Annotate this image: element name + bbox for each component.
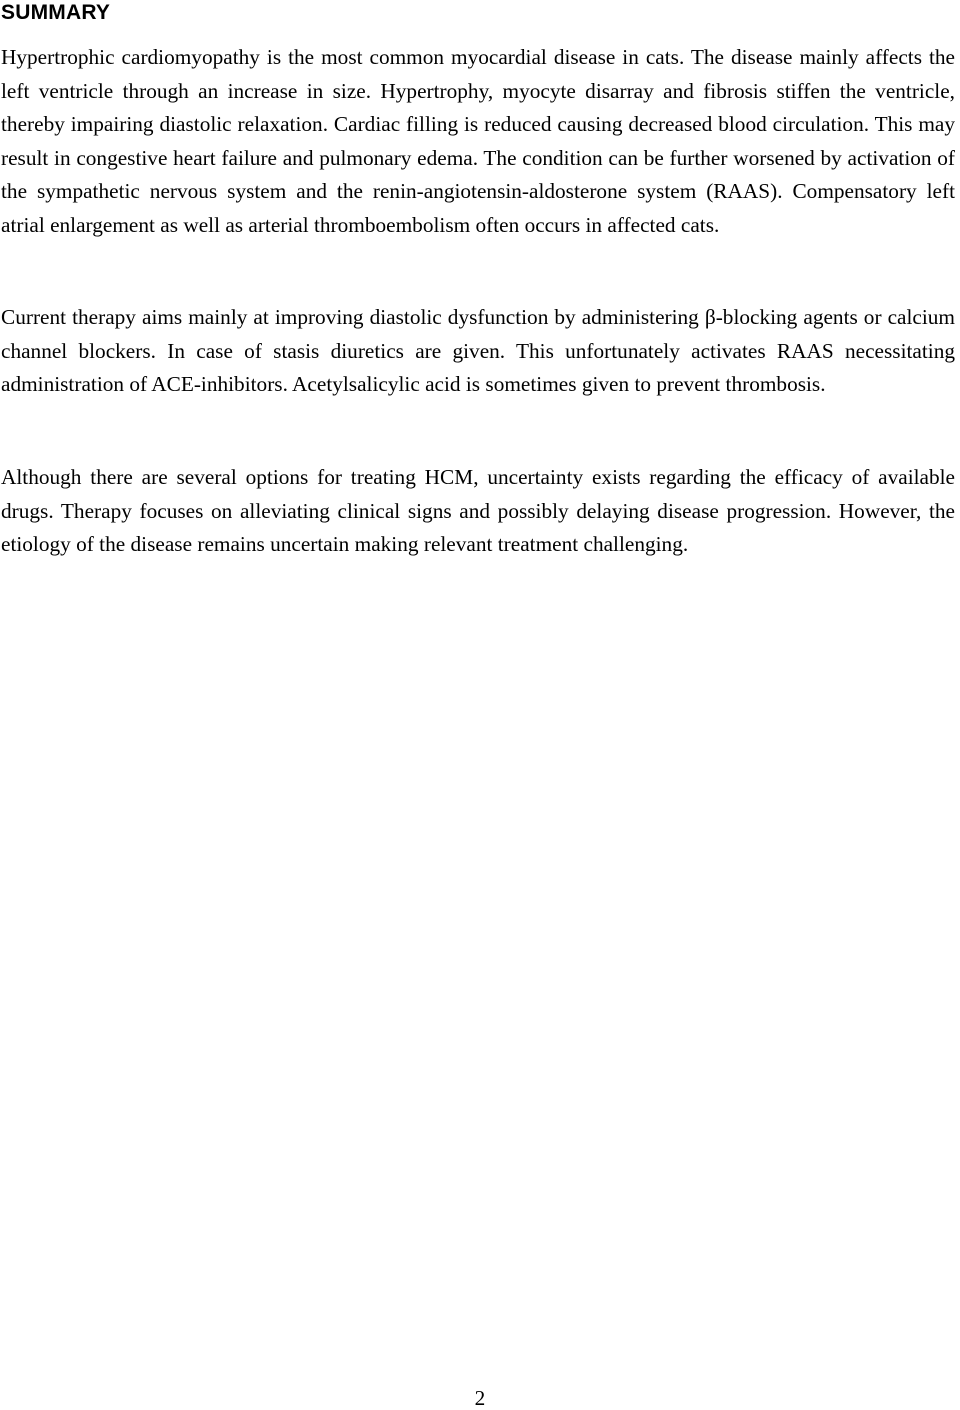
summary-paragraph-1: Hypertrophic cardiomyopathy is the most common myocardial disease in cats. The disease mainly affects the left ventricle through an increase in size. Hypertrophy, myocyte disarray and fibrosis stiffen the ventricle, thereby impairing diastolic relaxation. Cardiac filling is reduced causing decreased blood circulation. This may result in congestive heart failure and pulmonary edema. The condition can be further worsened by activation of the sympathetic nervous system and the renin-angiotensin-aldosterone system (RAAS). Compensatory left atrial enlargement as well as arterial thromboembolism often occurs in affected cats. bbox=[1, 45, 955, 237]
page-number: 2 bbox=[474, 1386, 486, 1410]
summary-paragraph-3: Although there are several options for treating HCM, uncertainty exists regarding the efficacy of available drugs. Therapy focuses on alleviating clinical signs and possibly delaying disease progression. However, the etiology of the disease remains uncertain making relevant treatment challenging. bbox=[1, 465, 955, 556]
section-heading: SUMMARY bbox=[1, 1, 111, 24]
summary-paragraph-2: Current therapy aims mainly at improving diastolic dysfunction by administering β-blocking agents or calcium channel blockers. In case of stasis diuretics are given. This unfortunately activates RAAS necessitating administration of ACE-inhibitors. Acetylsalicylic acid is sometimes given to prevent thrombosis. bbox=[1, 305, 955, 396]
